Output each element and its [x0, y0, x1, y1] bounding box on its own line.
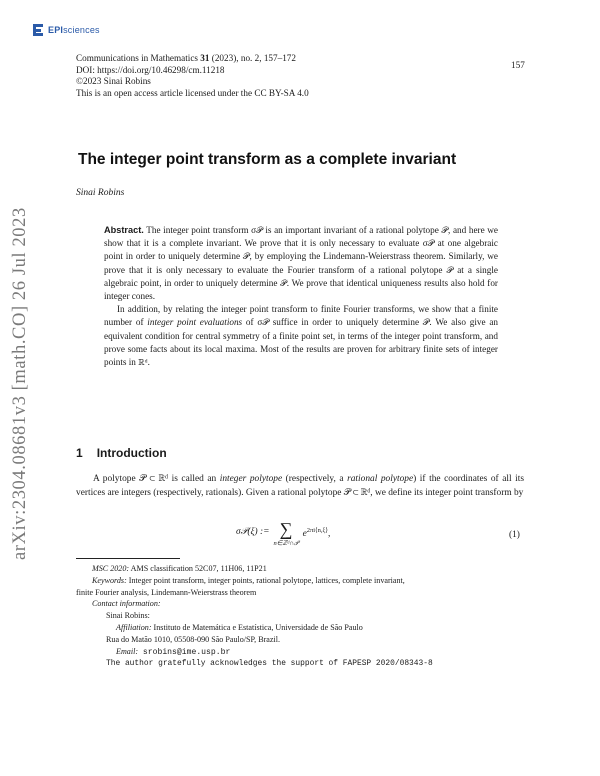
license-line: This is an open access article licensed under the CC BY-SA 4.0 [76, 87, 309, 98]
paper-title: The integer point transform as a complete invariant [78, 151, 457, 168]
copyright-line: ©2023 Sinai Robins [76, 76, 151, 87]
keywords-line-2: finite Fourier analysis, Lindemann-Weierstrass theorem [76, 587, 257, 597]
acknowledgement: The author gratefully acknowledges the support of FAPESP 2020/08343-8 [106, 659, 433, 669]
equation-1 [236, 519, 331, 548]
footnotes [76, 563, 526, 670]
equation-lhs: σ𝒫(ξ) := [236, 527, 270, 537]
epi-logo-icon [33, 24, 45, 36]
contact-name: Sinai Robins: [106, 611, 150, 621]
summation [273, 520, 298, 548]
abstract [104, 224, 498, 369]
author-name: Sinai Robins [76, 188, 125, 198]
section-title: Introduction [96, 446, 167, 460]
email-line[interactable]: Email: srobins@ime.usp.br [116, 646, 231, 657]
msc-line: MSC 2020: AMS classification 52C07, 11H06, 11P21 [92, 564, 267, 573]
logo-text: EPIsciences [48, 25, 100, 35]
section-heading [76, 446, 167, 460]
section-number: 1 [76, 446, 83, 460]
arxiv-stamp-text: arXiv:2304.08681v3 [math.CO] 26 Jul 2023 [10, 207, 30, 560]
equation-rhs: $e^{2\pi i⟨n,\xi⟩}$, [302, 527, 331, 540]
doi-line[interactable]: DOI: https://doi.org/10.46298/cm.11218 [76, 64, 225, 75]
abstract-paragraph-2: In addition, by relating the integer point transform to finite Fourier transforms, we show that a finite number of integer point evaluations of σ𝒫 suffice in order to uniquely determine 𝒫. We also give an equivalent condition for central symmetry of a finite point set, in terms of the integer point transform, and prove some facts about its local maxima. Most of the results are proven for arbitrary finite sets of integer points in ℝᵈ. [104, 304, 498, 368]
contact-label: Contact information: [92, 599, 161, 609]
keywords-line: Keywords: Integer point transform, integer points, rational polytope, lattices, complete invariant, [92, 575, 405, 585]
publisher-logo[interactable] [33, 24, 100, 36]
affiliation-line: Affiliation: Instituto de Matemática e Estatística, Universidade de São Paulo [116, 622, 363, 632]
summation-index: n∈ℤᵈ∩𝒫 [273, 540, 299, 547]
address-line: Rua do Matão 1010, 05508-090 São Paulo/SP, Brazil. [106, 634, 281, 644]
journal-header [76, 53, 309, 99]
footnote-rule [76, 558, 180, 559]
equation-number: (1) [509, 530, 520, 540]
page-number: 157 [511, 60, 525, 70]
summation-symbol: ∑ [279, 519, 293, 539]
abstract-label: Abstract. [104, 225, 144, 235]
abstract-paragraph-1: Abstract. The integer point transform σ𝒫 is an important invariant of a rational polytope 𝒫, and here we show that it is a complete invariant. We prove that it is only necessary to evaluate σ𝒫 at one algebraic point in order to uniquely determine 𝒫, by employing the Lindemann-Weierstrass theorem. Similarly, we prove that it is only necessary to evaluate the Fourier transform of a rational polytope 𝒫 at a single algebraic point, in order to uniquely determine 𝒫. We prove that identical uniqueness results also hold for integer cones. [104, 225, 498, 302]
journal-citation: Communications in Mathematics 31 (2023), no. 2, 157–172 [76, 53, 296, 63]
intro-paragraph: A polytope 𝒫 ⊂ ℝᵈ is called an integer polytope (respectively, a rational polytope) if the coordinates of all its vertices are integers (respectively, rationals). Given a rational polytope 𝒫 ⊂ ℝᵈ, we define its integer point transform by [76, 474, 524, 499]
